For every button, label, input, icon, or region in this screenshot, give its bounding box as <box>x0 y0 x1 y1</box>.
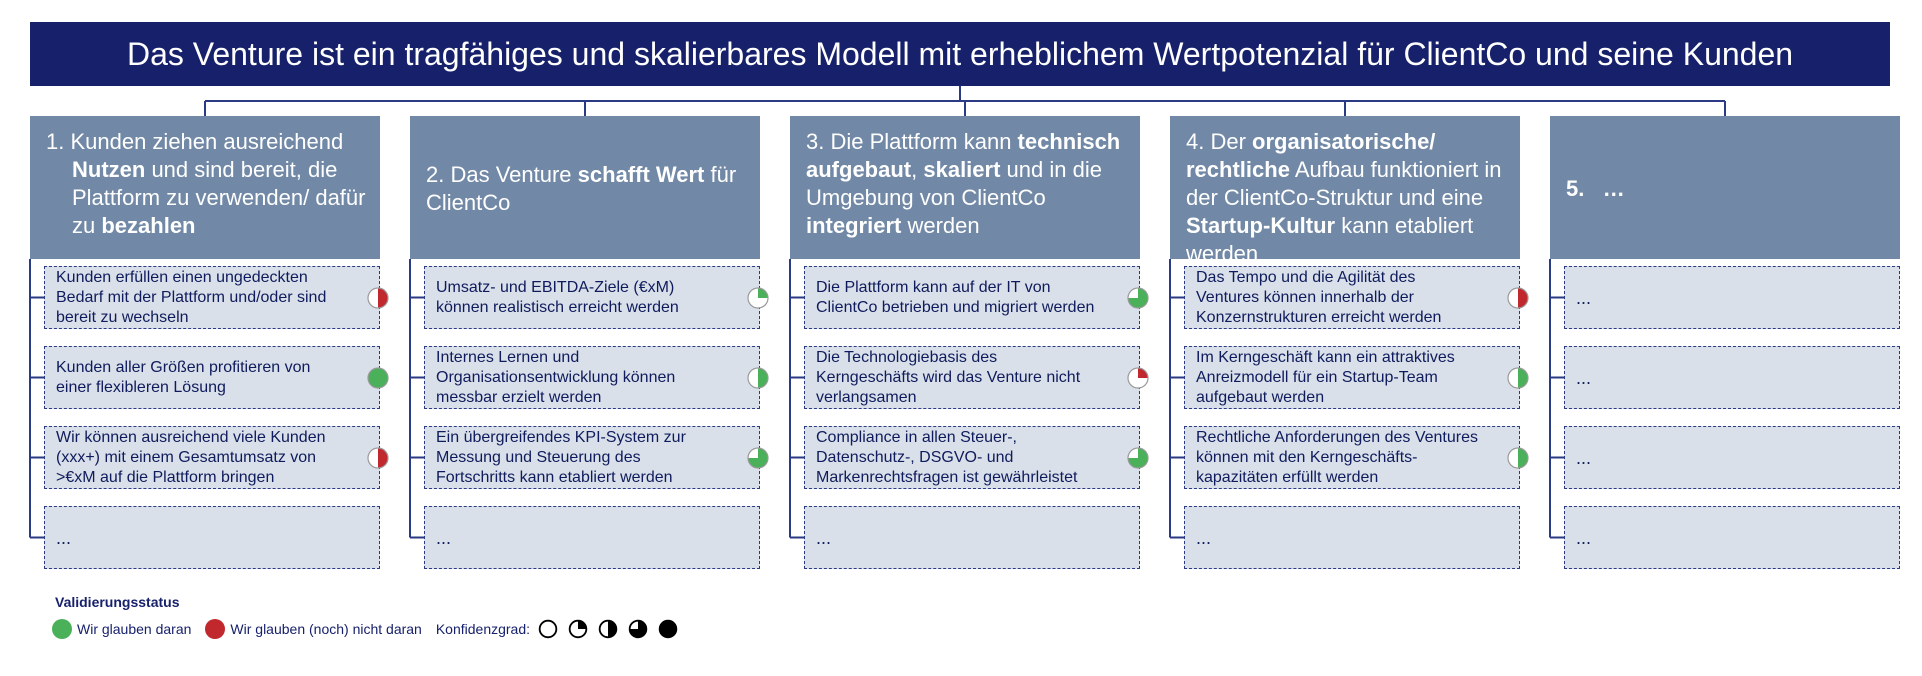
placeholder-card <box>804 506 1140 569</box>
hypothesis-text: Compliance in allen Steuer-, Datenschutz-, DSGVO- und Markenrechtsfragen ist gewährleistet <box>816 428 1078 486</box>
column-title <box>1186 129 1502 266</box>
hypothesis-card <box>1184 426 1520 489</box>
column-title <box>1566 175 1625 203</box>
placeholder-card <box>1564 266 1900 329</box>
column-title-part: und sind bereit, die Plattform zu verwenden/ dafür zu <box>72 157 366 238</box>
hypothesis-text: Rechtliche Anforderungen des Ventures können mit den Kerngeschäfts-kapazitäten erfüllt werden <box>1196 428 1478 486</box>
hypothesis-text: Die Technologiebasis des Kerngeschäfts wird das Venture nicht verlangsamen <box>816 348 1081 406</box>
placeholder-card <box>1564 426 1900 489</box>
hypothesis-text: Wir können ausreichend viele Kunden (xxx+) mit einem Gesamtumsatz von >€xM auf die Plattform bringen <box>56 428 326 486</box>
hypothesis-text: Ein übergreifendes KPI-System zur Messung und Steuerung des Fortschritts kann etabliert werden <box>436 428 686 486</box>
placeholder-card <box>44 506 380 569</box>
hypothesis-text: Kunden aller Größen profitieren von einer flexibleren Lösung <box>56 358 311 396</box>
confidence-label: Konfidenzgrad: <box>435 621 531 637</box>
column-header-4 <box>1170 116 1520 266</box>
green-confidence-pie-icon <box>1506 366 1530 390</box>
hypothesis-text: Die Plattform kann auf der IT von ClientCo betrieben und migriert werden <box>816 278 1095 316</box>
column-title-part: skaliert <box>923 157 1001 182</box>
confidence-legend <box>436 619 688 639</box>
green-confidence-pie-icon <box>746 366 770 390</box>
column-title-part: für ClientCo <box>426 161 737 215</box>
column-header-3 <box>790 116 1140 259</box>
hypothesis-card <box>1184 266 1520 329</box>
legend-title: Validierungsstatus <box>55 594 180 610</box>
hypothesis-card <box>424 266 760 329</box>
red-confidence-pie-icon <box>366 446 390 470</box>
red-confidence-pie-icon <box>1506 286 1530 310</box>
red-confidence-pie-icon <box>1126 366 1150 390</box>
hypothesis-text: ... <box>1576 527 1592 548</box>
column-title-part: und in die Umgebung von ClientCo <box>806 157 1102 210</box>
column-title <box>426 161 752 217</box>
hypothesis-card <box>424 426 760 489</box>
legend-believe-label: Wir glauben daran <box>77 621 192 637</box>
green-confidence-pie-icon <box>746 446 770 470</box>
red-status-dot-icon <box>205 619 225 639</box>
column-header-1 <box>30 116 380 259</box>
column-header-5 <box>1550 116 1900 259</box>
hypothesis-card <box>804 426 1140 489</box>
column-title-part: Der <box>1210 129 1253 154</box>
confidence-level-2-icon <box>598 619 618 639</box>
green-status-dot-icon <box>52 619 72 639</box>
legend-believe <box>52 619 191 639</box>
red-confidence-pie-icon <box>366 286 390 310</box>
legend-not-believe-label: Wir glauben (noch) nicht daran <box>230 621 422 637</box>
column-header-2 <box>410 116 760 259</box>
column-number: 4. <box>1186 129 1211 154</box>
confidence-level-3-icon <box>628 619 648 639</box>
hypothesis-card <box>44 346 380 409</box>
column-title-part: … <box>1602 175 1625 201</box>
hypothesis-card <box>804 266 1140 329</box>
diagram-title: Das Venture ist ein tragfähiges und skalierbares Modell mit erheblichem Wertpotenzial für ClientCo und seine Kunden <box>30 22 1890 86</box>
legend <box>52 617 688 641</box>
column-title-part: Nutzen <box>72 157 146 182</box>
column-title-part: Das Venture <box>450 161 578 187</box>
column-title-part: Kunden ziehen ausreichend <box>70 129 344 154</box>
placeholder-card <box>424 506 760 569</box>
green-confidence-pie-icon <box>1506 446 1530 470</box>
column-title-part: technisch aufgebaut <box>806 129 1121 182</box>
column-title-part: kann etabliert werden <box>1186 213 1474 266</box>
hypothesis-card <box>1184 346 1520 409</box>
hypothesis-card <box>804 346 1140 409</box>
column-title <box>46 128 372 240</box>
column-title-part: bezahlen <box>101 213 196 238</box>
hypothesis-text: Kunden erfüllen einen ungedeckten Bedarf mit der Plattform und/oder sind bereit zu wechseln <box>56 268 327 326</box>
hypothesis-card <box>44 266 380 329</box>
column-number: 1. <box>46 129 71 154</box>
legend-not-believe <box>205 619 421 639</box>
column-title-part: Aufbau funktioniert in der ClientCo-Struktur und eine <box>1186 157 1502 210</box>
confidence-level-4-icon <box>658 619 678 639</box>
green-confidence-pie-icon <box>366 366 390 390</box>
column-title-part: Startup-Kultur <box>1186 213 1336 238</box>
hypothesis-text: ... <box>816 527 832 548</box>
column-number: 2. <box>426 161 451 187</box>
hypothesis-text: ... <box>436 527 452 548</box>
column-title-part: integriert <box>806 213 902 238</box>
hypothesis-text: Im Kerngeschäft kann ein attraktives Anreizmodell für ein Startup-Team aufgebaut werden <box>1196 348 1455 406</box>
column-title-part: werden <box>901 213 980 238</box>
placeholder-card <box>1564 506 1900 569</box>
column-title-part: schafft Wert <box>577 161 705 187</box>
hypothesis-text: Umsatz- und EBITDA-Ziele (€xM) können realistisch erreicht werden <box>436 278 679 316</box>
column-number: 5. <box>1566 175 1603 201</box>
column-title <box>806 129 1120 238</box>
green-confidence-pie-icon <box>1126 286 1150 310</box>
hypothesis-text: ... <box>1576 287 1592 308</box>
placeholder-card <box>1564 346 1900 409</box>
hypothesis-card <box>44 426 380 489</box>
hypothesis-text: Das Tempo und die Agilität des Ventures können innerhalb der Konzernstrukturen erreicht werden <box>1196 268 1442 326</box>
column-number: 3. <box>806 129 831 154</box>
placeholder-card <box>1184 506 1520 569</box>
hypothesis-text: ... <box>1576 367 1592 388</box>
confidence-level-1-icon <box>568 619 588 639</box>
confidence-level-0-icon <box>538 619 558 639</box>
hypothesis-text: ... <box>1576 447 1592 468</box>
green-confidence-pie-icon <box>1126 446 1150 470</box>
column-title-part: , <box>911 157 924 182</box>
hypothesis-text: Internes Lernen und Organisationsentwicklung können messbar erzielt werden <box>436 348 676 406</box>
hypothesis-card <box>424 346 760 409</box>
hypothesis-text: ... <box>1196 527 1212 548</box>
hypothesis-text: ... <box>56 527 72 548</box>
column-title-part: Die Plattform kann <box>830 129 1018 154</box>
green-confidence-pie-icon <box>746 286 770 310</box>
column-title-part: organisatorische/ rechtliche <box>1186 129 1436 182</box>
